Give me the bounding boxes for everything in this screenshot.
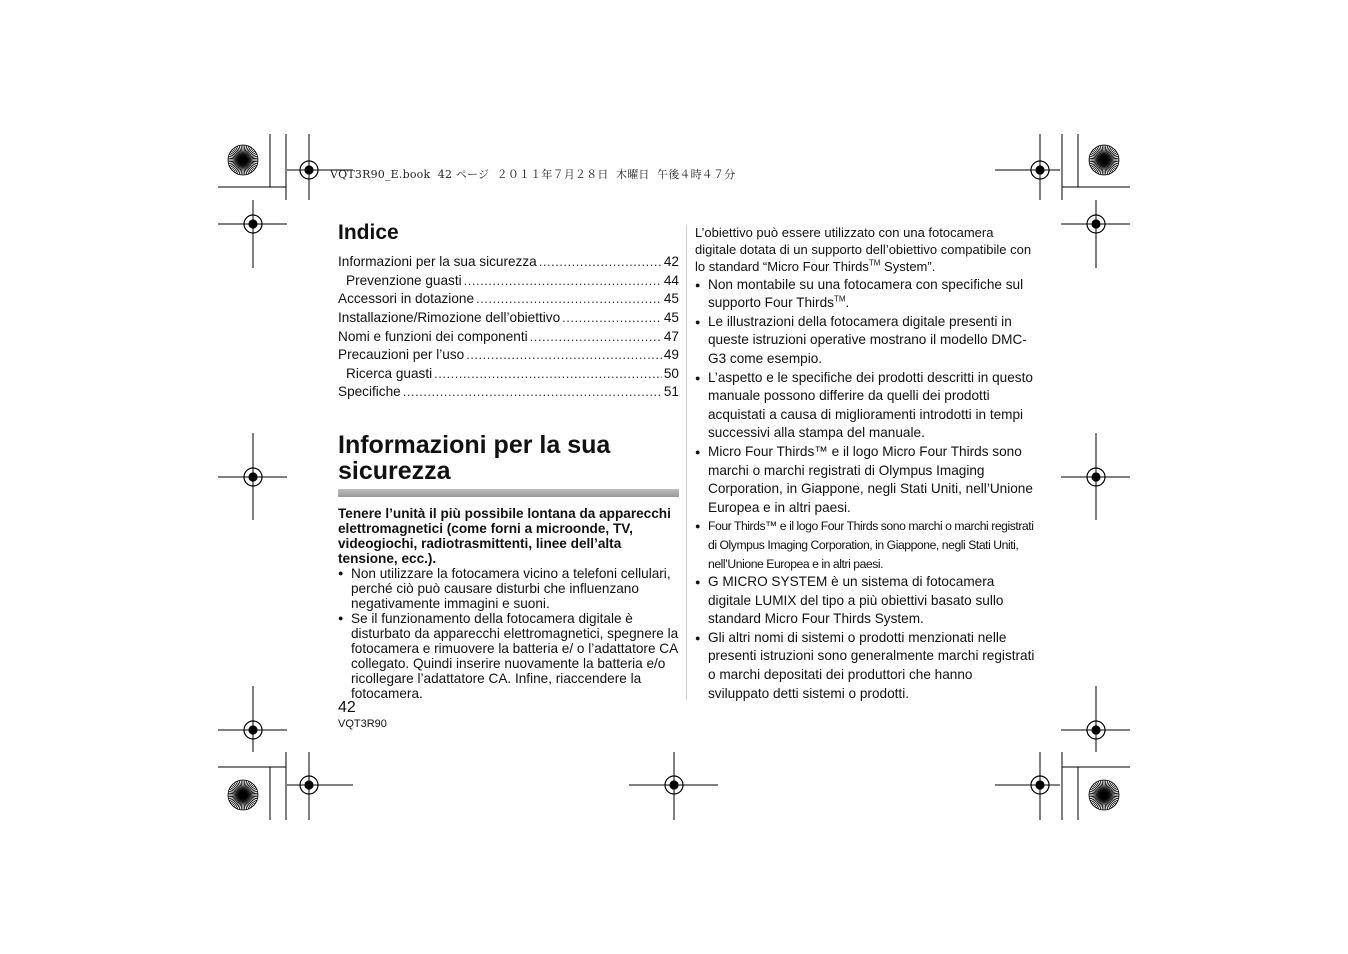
toc-leader-dots [403, 383, 662, 402]
toc-item-label: Specifiche [338, 384, 401, 400]
toc-leader-dots [476, 290, 662, 309]
toc-item-label: Nomi e funzioni dei componenti [338, 328, 528, 344]
intro-paragraph: L’obiettivo può essere utilizzato con una fotocamera digitale dotata di un supporto dell’obiettivo compatibile con lo standard “Micro Four Thirds™ System”. [695, 225, 1032, 275]
note-item: ● L’aspetto e le specifiche dei prodotti descritti in questo manuale possono differire da quelli dei prodotti acquistati a causa di miglioramenti introdotti in tempi successivi alla stampa del manuale. [695, 369, 1037, 443]
toc-item-page: 51 [663, 384, 679, 400]
toc-item-page: 47 [663, 328, 679, 344]
toc-item-label: Precauzioni per l’uso [338, 347, 465, 363]
left-column [338, 220, 679, 701]
toc-item-label: Informazioni per la sua sicurezza [338, 254, 537, 270]
starburst-target [228, 780, 258, 810]
toc-leader-dots [539, 253, 662, 272]
toc-item [338, 253, 679, 272]
column-divider [686, 225, 687, 700]
toc-item-page: 49 [663, 347, 679, 363]
toc-item-page: 42 [663, 254, 679, 270]
note-item: ● Gli altri nomi di sistemi o prodotti menzionati nelle presenti istruzioni sono generalmente marchi registrati o marchi depositati dei produttori che hanno sviluppato detti sistemi o prodotti. [695, 629, 1037, 703]
toc-item-page: 45 [663, 291, 679, 307]
toc-item [338, 272, 679, 291]
section-title: Informazioni per la sua sicurezza [338, 430, 611, 485]
model-code: VQT3R90 [338, 718, 387, 730]
safety-bullet: ● Se il funzionamento della fotocamera digitale è disturbato da apparecchi elettromagnetici, spegnere la fotocamera e rimuovere la batteria e/ o l’adattatore CA collegato. Quindi inserire nuovamente la batteria e/o ricollegare l’adattatore CA. Infine, riaccendere la fotocamera. [338, 611, 679, 701]
toc-title: Indice [338, 221, 399, 244]
toc-item-label: Installazione/Rimozione dell’obiettivo [338, 309, 561, 325]
toc-leader-dots [466, 346, 662, 365]
toc-leader-dots [464, 272, 662, 291]
notes-list [695, 276, 1037, 704]
section-title-bar [338, 489, 679, 497]
toc-item-page: 45 [663, 309, 679, 325]
toc-leader-dots [530, 328, 662, 347]
safety-bullets [338, 566, 679, 701]
toc-item-page: 50 [663, 365, 679, 381]
starburst-target [1089, 780, 1119, 810]
starburst-target [228, 145, 258, 175]
starburst-target [1089, 145, 1119, 175]
toc-item-label: Accessori in dotazione [338, 291, 475, 307]
trademark-sup: TM [868, 259, 881, 269]
note-item: ● G MICRO SYSTEM è un sistema di fotocamera digitale LUMIX del tipo a più obiettivi basato sullo standard Micro Four Thirds System. [695, 573, 1037, 629]
safety-bullet: ● Non utilizzare la fotocamera vicino a telefoni cellulari, perché ciò può causare disturbi che influenzano negativamente immagini e suoni. [338, 566, 679, 611]
toc-item-label: Ricerca guasti [346, 365, 433, 381]
note-item: ● Micro Four Thirds™ e il logo Micro Four Thirds sono marchi o marchi registrati di Olympus Imaging Corporation, in Giappone, negli Stati Uniti, nell’Unione Europea e in altri paesi. [695, 443, 1037, 517]
trademark-sup: TM [833, 294, 846, 304]
note-item: ● Non montabile su una fotocamera con specifiche sul supporto Four Thirds™. [695, 276, 1037, 313]
toc-leader-dots [434, 365, 662, 384]
toc-leader-dots [562, 309, 662, 328]
warning-heading: Tenere l’unità il più possibile lontana da apparecchi elettromagnetici (come forni a microonde, TV, videogiochi, radiotrasmittenti, linee dell’alta tensione, ecc.). [338, 505, 671, 566]
note-item: ● Four Thirds™ e il logo Four Thirds sono marchi o marchi registrati di Olympus Imaging Corporation, in Giappone, negli Stati Uniti, nell’Unione Europea e in altri paesi. [695, 517, 1037, 573]
toc-list [338, 253, 679, 402]
toc-item [338, 290, 679, 309]
toc-item [338, 365, 679, 384]
note-item: ● Le illustrazioni della fotocamera digitale presenti in queste istruzioni operative mostrano il modello DMC-G3 come esempio. [695, 313, 1037, 369]
toc-item [338, 346, 679, 365]
toc-item [338, 309, 679, 328]
toc-item-label: Prevenzione guasti [346, 272, 462, 288]
right-column [695, 224, 1037, 703]
page-number: 42 [338, 699, 356, 716]
book-header-line: VQT3R90_E.book 42 ページ ２０１１年７月２８日 木曜日 午後４時４７分 [330, 168, 736, 181]
toc-item [338, 328, 679, 347]
toc-item-page: 44 [663, 272, 679, 288]
toc-item [338, 383, 679, 402]
